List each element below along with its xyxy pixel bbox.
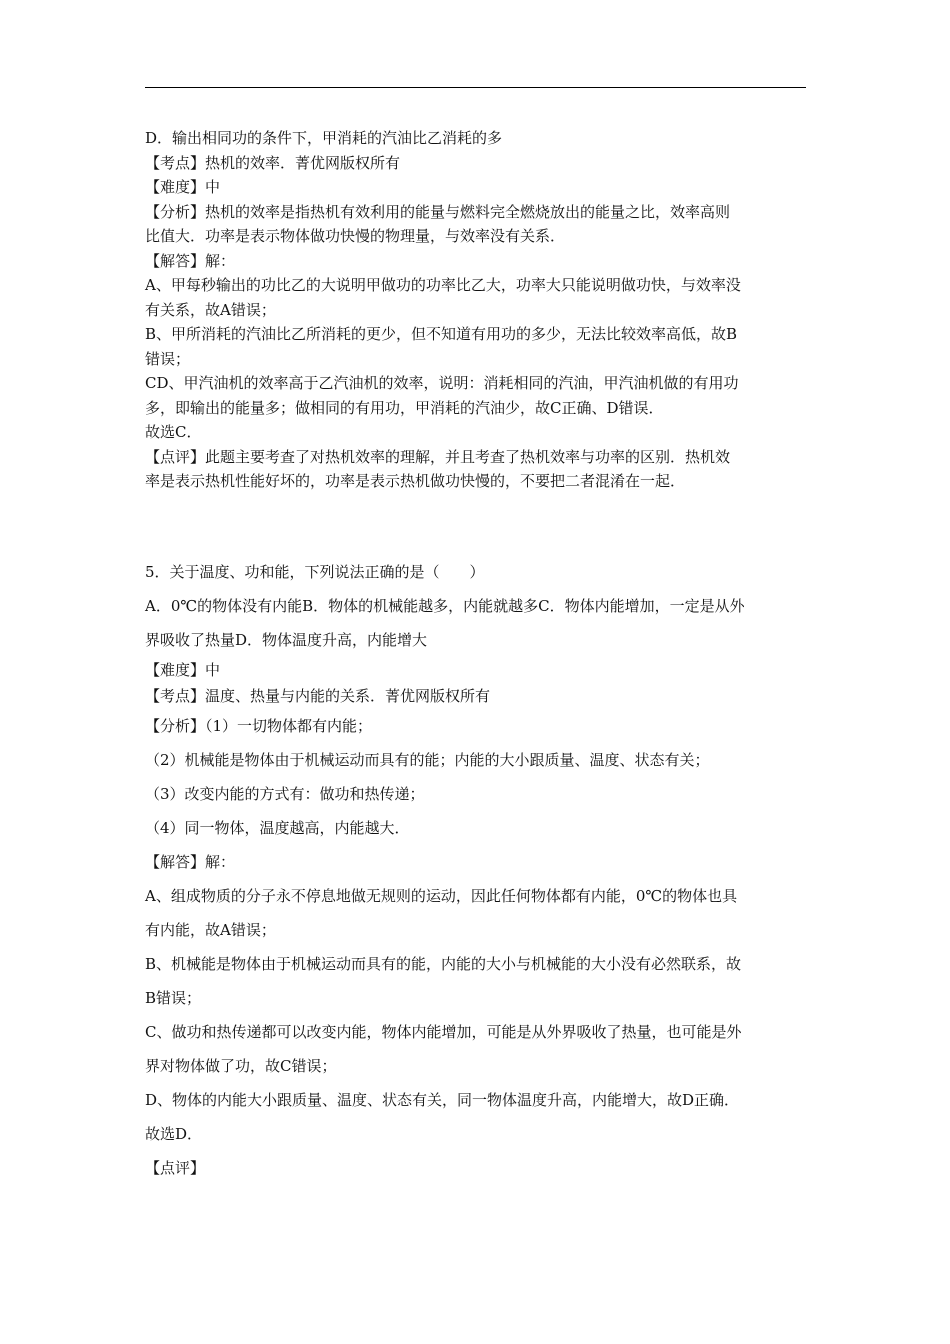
comment-line: 【点评】此题主要考查了对热机效率的理解，并且考查了热机效率与功率的区别．热机效 (145, 447, 731, 466)
answer-heading: 【解答】解： (145, 251, 236, 270)
difficulty-line: 【难度】中 (145, 661, 221, 679)
analysis-line: 【分析】热机的效率是指热机有效利用的能量与燃料完全燃烧放出的能量之比，效率高则 (145, 202, 731, 221)
answer-line: B错误； (145, 989, 202, 1007)
analysis-line: （2）机械能是物体由于机械运动而具有的能；内能的大小跟质量、温度、状态有关； (145, 751, 710, 769)
answer-line: 有关系，故A错误； (145, 300, 276, 319)
analysis-line: （4）同一物体，温度越高，内能越大． (145, 819, 410, 837)
answer-line: A、甲每秒输出的功比乙的大说明甲做功的功率比乙大，功率大只能说明做功快，与效率没 (145, 276, 741, 294)
answer-line: 有内能，故A错误； (145, 921, 276, 939)
question-4-tail (145, 126, 815, 494)
topic-line: 【考点】热机的效率．菁优网版权所有 (145, 153, 401, 172)
answer-line: CD、甲汽油机的效率高于乙汽油机的效率，说明：消耗相同的汽油，甲汽油机做的有用功 (145, 374, 739, 392)
answer-line: A、组成物质的分子永不停息地做无规则的运动，因此任何物体都有内能，0℃的物体也具 (145, 887, 738, 905)
answer-line: D、物体的内能大小跟质量、温度、状态有关，同一物体温度升高，内能增大，故D正确． (145, 1091, 740, 1109)
answer-line: C、做功和热传递都可以改变内能，物体内能增加，可能是从外界吸收了热量，也可能是外 (145, 1023, 742, 1041)
comment-line: 【点评】 (145, 1159, 206, 1177)
answer-heading: 【解答】解： (145, 853, 236, 871)
answer-line: 界对物体做了功，故C错误； (145, 1057, 337, 1075)
options-line: 界吸收了热量D．物体温度升高，内能增大 (145, 631, 428, 649)
choice-line: 故选C． (145, 423, 202, 441)
analysis-line: 比值大．功率是表示物体做功快慢的物理量，与效率没有关系． (145, 227, 566, 245)
question-5 (145, 555, 815, 1185)
difficulty-line: 【难度】中 (145, 178, 221, 196)
analysis-line: 【分析】（1）一切物体都有内能； (145, 717, 373, 735)
question-stem: 5．关于温度、功和能，下列说法正确的是（ ） (145, 563, 485, 581)
answer-line: B、机械能是物体由于机械运动而具有的能，内能的大小与机械能的大小没有必然联系，故 (145, 955, 742, 973)
choice-line: 故选D． (145, 1125, 203, 1143)
answer-line: B、甲所消耗的汽油比乙所消耗的更少，但不知道有用功的多少，无法比较效率高低，故B (145, 325, 738, 343)
options-line: A．0℃的物体没有内能B．物体的机械能越多，内能就越多C．物体内能增加，一定是从外 (145, 597, 745, 615)
option-d: D．输出相同功的条件下，甲消耗的汽油比乙消耗的多 (145, 129, 503, 147)
analysis-line: （3）改变内能的方式有：做功和热传递； (145, 785, 425, 803)
header-rule (145, 87, 806, 88)
topic-line: 【考点】温度、热量与内能的关系．菁优网版权所有 (145, 687, 491, 705)
answer-line: 多，即输出的能量多；做相同的有用功，甲消耗的汽油少，故C正确、D错误． (145, 398, 664, 417)
comment-line: 率是表示热机性能好坏的，功率是表示热机做功快慢的，不要把二者混淆在一起． (145, 472, 686, 490)
answer-line: 错误； (145, 349, 191, 368)
